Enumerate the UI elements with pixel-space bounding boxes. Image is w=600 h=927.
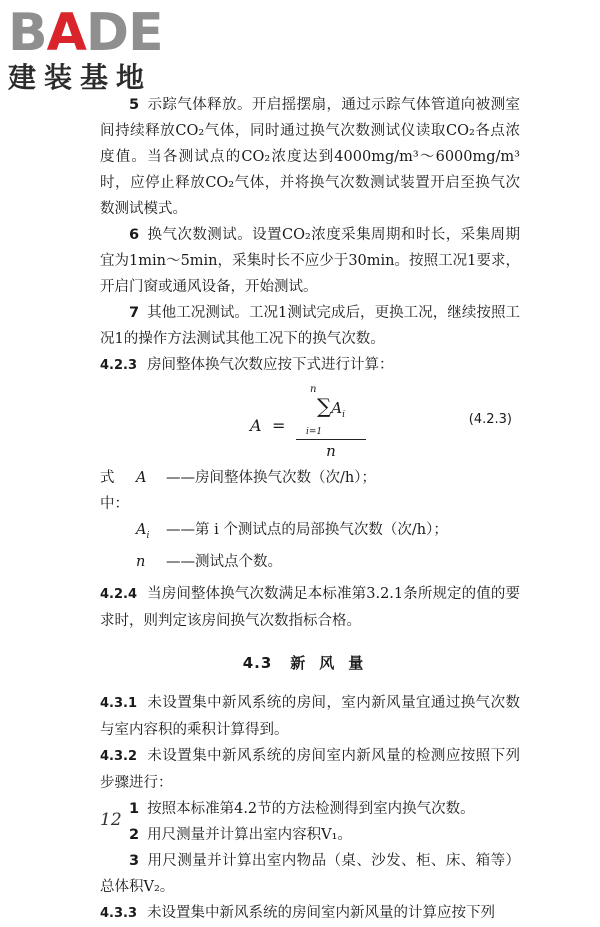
definition-symbol: $A_i$ xyxy=(136,522,150,541)
sum-upper-limit: n xyxy=(310,384,317,395)
logo-letter-d: D xyxy=(85,3,129,63)
clause-4-3-3 xyxy=(100,900,520,927)
section-heading xyxy=(100,650,520,676)
variable-definitions xyxy=(100,465,520,581)
definition-row xyxy=(100,465,520,517)
clause-4-3-2 xyxy=(100,743,520,796)
clause-text: 未设置集中新风系统的房间室内新风量的检测应按照下列步骤进行： xyxy=(100,747,520,791)
clause-text: 房间整体换气次数应按下式进行计算： xyxy=(147,357,394,373)
formula-fraction xyxy=(296,385,366,460)
step-text: 用尺测量并计算出室内物品（桌、沙发、柜、床、箱等）总体积V₂。 xyxy=(100,852,520,895)
clause-number: 4.3.3 xyxy=(100,905,138,921)
list-item-7 xyxy=(100,300,520,352)
step-2 xyxy=(100,822,520,848)
item-text: 换气次数测试。设置CO₂浓度采集周期和时长，采集周期宜为1min～5min，采集时长不应少于30min。按照工况1要求，开启门窗或通风设备，开始测试。 xyxy=(100,227,520,295)
document-body xyxy=(100,92,520,927)
step-1 xyxy=(100,796,520,822)
step-number: 3 xyxy=(129,852,140,869)
sum-lower-limit: i=1 xyxy=(306,427,323,437)
item-text: 其他工况测试。工况1测试完成后，更换工况，继续按照工况1的操作方法测试其他工况下的换气次数。 xyxy=(100,305,520,347)
bade-logo xyxy=(8,3,183,94)
formula-equals: = xyxy=(272,416,286,435)
clause-number: 4.2.3 xyxy=(100,358,138,373)
where-lead: 式中： xyxy=(100,470,129,512)
step-number: 2 xyxy=(129,826,140,843)
formula-number: (4.2.3) xyxy=(468,412,512,427)
item-text: 示踪气体释放。开启摇摆扇，通过示踪气体管道向被测室间持续释放CO₂气体，同时通过换气次数测试仪读取CO₂各点浓度值。当各测试点的CO₂浓度达到4000mg/m³～6000mg/m³时，应停止释放CO₂气体，并将换气次数测试装置开启至换气次数测试模式。 xyxy=(100,97,520,217)
definition-symbol: A xyxy=(136,470,147,486)
sum-term: $A_i$ xyxy=(331,399,345,420)
definition-text: ——房间整体换气次数（次/h）； xyxy=(166,470,376,486)
section-title: 新风量 xyxy=(290,653,378,672)
formula-4-2-3 xyxy=(100,381,520,459)
section-number: 4.3 xyxy=(242,653,273,672)
step-number: 1 xyxy=(129,800,140,817)
step-text: 按照本标准第4.2节的方法检测得到室内换气次数。 xyxy=(147,800,475,817)
logo-wordmark xyxy=(8,3,183,63)
logo-subtitle: 建装基地 xyxy=(8,61,153,94)
step-3 xyxy=(100,848,520,900)
item-number: 5 xyxy=(129,97,140,113)
fraction-bar xyxy=(296,439,366,440)
fraction-denominator: n xyxy=(326,442,336,460)
step-text: 用尺测量并计算出室内容积V₁。 xyxy=(147,826,352,843)
definition-symbol: n xyxy=(136,553,146,570)
formula-lhs: A xyxy=(250,416,262,435)
definition-row xyxy=(100,517,520,549)
clause-text: 未设置集中新风系统的房间室内新风量的计算应按下列 xyxy=(147,904,496,921)
logo-letter-b: B xyxy=(8,3,47,63)
list-item-5 xyxy=(100,92,520,222)
logo-letter-a: A xyxy=(46,3,86,63)
clause-number: 4.2.4 xyxy=(100,586,138,602)
clause-number: 4.3.2 xyxy=(100,748,138,764)
sum-sign: ∑ xyxy=(316,394,332,418)
clause-4-2-4 xyxy=(100,581,520,634)
clause-number: 4.3.1 xyxy=(100,695,138,711)
definition-text: ——测试点个数。 xyxy=(166,553,282,570)
item-number: 7 xyxy=(129,305,140,321)
clause-text: 未设置集中新风系统的房间，室内新风量宜通过换气次数与室内容积的乘积计算得到。 xyxy=(100,694,520,738)
list-item-6 xyxy=(100,222,520,300)
logo-letter-e: E xyxy=(128,3,163,63)
clause-text: 当房间整体换气次数满足本标准第3.2.1条所规定的值的要求时，则判定该房间换气次数指标合格。 xyxy=(100,585,520,629)
clause-4-2-3 xyxy=(100,352,520,379)
definition-text: ——第 i 个测试点的局部换气次数（次/h）； xyxy=(166,522,448,538)
item-number: 6 xyxy=(129,227,140,243)
definition-row xyxy=(100,549,520,581)
page-number: 12 xyxy=(100,810,122,830)
clause-4-3-1 xyxy=(100,690,520,743)
